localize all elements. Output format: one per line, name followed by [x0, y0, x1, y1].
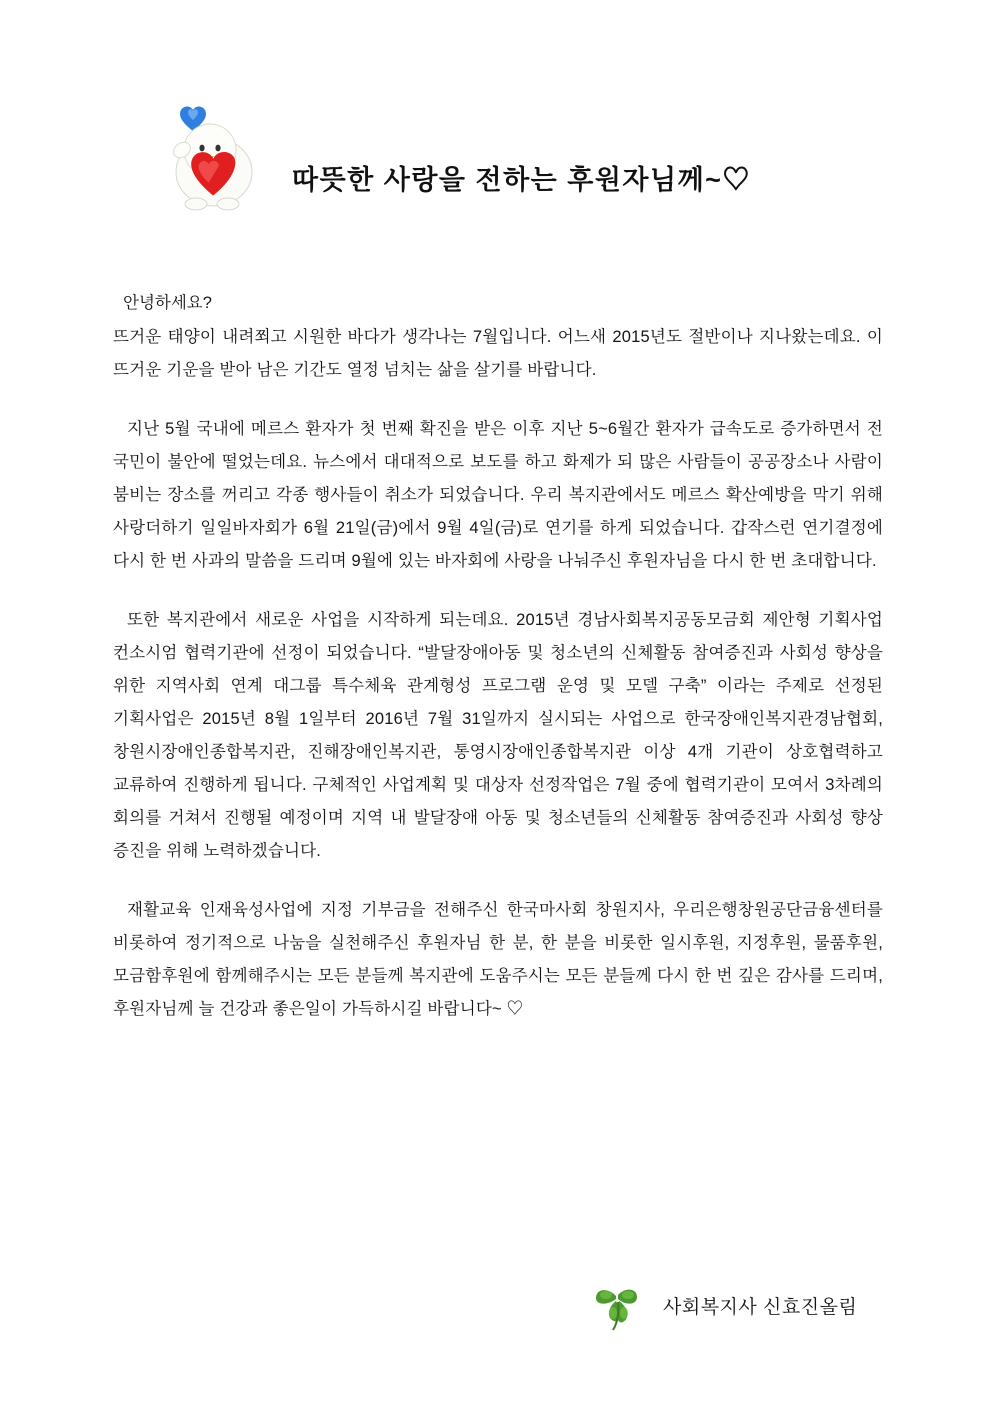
- letter-body: [113, 288, 883, 1052]
- document-header: [160, 86, 860, 216]
- four-leaf-clover-icon: [585, 1268, 651, 1334]
- greeting-line: 안녕하세요?: [123, 294, 212, 312]
- signature-block: [585, 1268, 915, 1338]
- paragraph-1: 뜨거운 태양이 내려쬐고 시원한 바다가 생각나는 7월입니다. 어느새 2015년도 절반이나 지나왔는데요. 이 뜨거운 기운을 받아 남은 기간도 열정 넘치는 삶을 살기를 바랍니다.: [113, 328, 883, 379]
- paragraph-2: 지난 5월 국내에 메르스 환자가 첫 번째 확진을 받은 이후 지난 5~6월간 환자가 급속도로 증가하면서 전 국민이 불안에 떨었는데요. 뉴스에서 대대적으로 보도를 하고 화제가 되 많은 사람들이 공공장소나 사람이 붐비는 장소를 꺼리고 각종 행사들이 취소가 되었습니다. 우리 복지관에서도 메르스 확산예방을 막기 위해 사랑더하기 일일바자회가 6월 21일(금)에서 9월 4일(금)로 연기를 하게 되었습니다. 갑작스런 연기결정에 다시 한 번 사과의 말씀을 드리며 9월에 있는 바자회에 사랑을 나눠주신 후원자님을 다시 한 번 초대합니다.: [113, 420, 883, 570]
- paragraph-4: 재활교육 인재육성사업에 지정 기부금을 전해주신 한국마사회 창원지사, 우리은행창원공단금융센터를 비롯하여 정기적으로 나눔을 실천해주신 후원자님 한 분, 한 분을 비롯한 일시후원, 지정후원, 물품후원, 모금함후원에 함께해주시는 모든 분들께 복지관에 도움주시는 모든 분들께 다시 한 번 깊은 감사를 드리며, 후원자님께 늘 건강과 좋은일이 가득하시길 바랍니다~ ♡: [113, 901, 883, 1018]
- signature-text: 사회복지사 신효진올림: [663, 1297, 858, 1318]
- mascot-heart-character-icon: [160, 92, 280, 217]
- paragraph-3: 또한 복지관에서 새로운 사업을 시작하게 되는데요. 2015년 경남사회복지공동모금회 제안형 기획사업 컨소시엄 협력기관에 선정이 되었습니다. “발달장애아동 및 청소년의 신체활동 참여증진과 사회성 향상을 위한 지역사회 연계 대그룹 특수체육 관계형성 프로그램 운영 및 모델 구축” 이라는 주제로 선정된 기획사업은 2015년 8월 1일부터 2016년 7월 31일까지 실시되는 사업으로 한국장애인복지관경남협회, 창원시장애인종합복지관, 진해장애인복지관, 통영시장애인종합복지관 이상 4개 기관이 상호협력하고 교류하여 진행하게 됩니다. 구체적인 사업계획 및 대상자 선정작업은 7월 중에 협력기관이 모여서 3차례의 회의를 거쳐서 진행될 예정이며 지역 내 발달장애 아동 및 청소년들의 신체활동 참여증진과 사회성 향상 증진을 위해 노력하겠습니다.: [113, 611, 883, 860]
- page-title: 따뜻한 사랑을 전하는 후원자님께~♡: [292, 165, 751, 195]
